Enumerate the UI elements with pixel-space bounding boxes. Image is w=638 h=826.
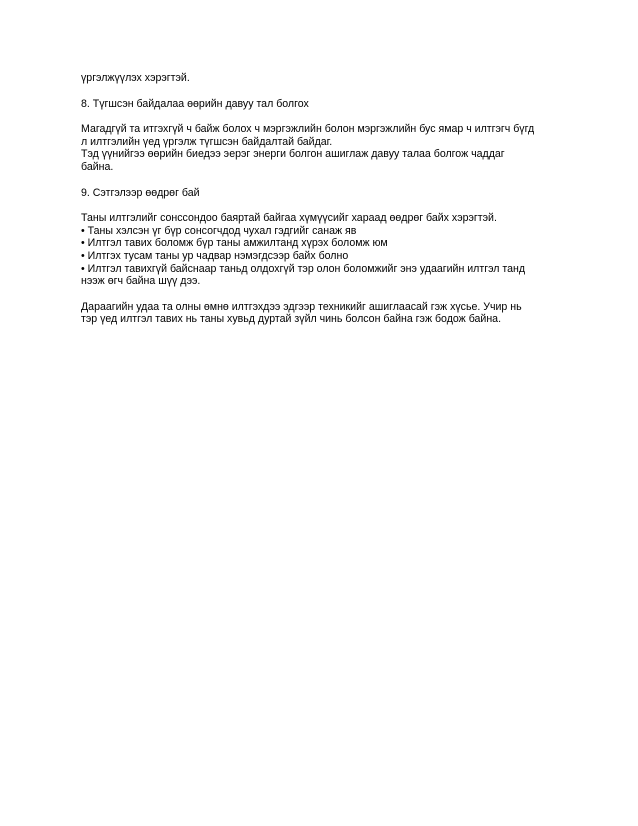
continuation-paragraph (81, 72, 561, 85)
bullet-item: • Илтгэл тавихгүй байснаар таньд олдохгүй тэр олон боломжийг энэ удаагийн илтгэл танд (81, 262, 526, 275)
document-page (81, 72, 561, 339)
section-8-heading (81, 98, 561, 111)
heading-text: 9. Сэтгэлээр өөдрөг бай (81, 186, 200, 199)
text-line: Дараагийн удаа та олны өмнө илтгэхдээ эдгээр техникийг ашиглаасай гэж хүсье. Учир нь (81, 300, 522, 313)
section-9-paragraph (81, 212, 561, 288)
text-line: Таны илтгэлийг сонссондоо баяртай байгаа хүмүүсийг хараад өөдрөг байх хэрэгтэй. (81, 212, 497, 225)
section-9-heading (81, 187, 561, 200)
text-line: байна. (81, 160, 114, 173)
bullet-item: • Илтгэх тусам таны ур чадвар нэмэгдсээр байх болно (81, 249, 349, 262)
bullet-item: • Таны хэлсэн үг бүр сонсогчдод чухал гэдгийг санаж яв (81, 224, 357, 237)
bullet-item: • Илтгэл тавих боломж бүр таны амжилтанд хүрэх боломж юм (81, 237, 388, 250)
text-line: Тэд үүнийгээ өөрийн биедээ эерэг энерги болгон ашиглаж давуу талаа болгож чаддаг (81, 148, 505, 161)
closing-paragraph (81, 301, 561, 326)
text-line: л илтгэлийн үед үргэлж түгшсэн байдалтай байдаг. (81, 135, 333, 148)
heading-text: 8. Түгшсэн байдалаа өөрийн давуу тал болгох (81, 97, 309, 110)
section-8-paragraph (81, 123, 561, 173)
text-line: тэр үед илтгэл тавих нь таны хувьд дуртай зүйл чинь болсон байна гэж бодож байна. (81, 313, 502, 326)
text-line: нээж өгч байна шүү дээ. (81, 275, 201, 288)
text-line: Магадгүй та итгэхгүй ч байж болох ч мэргэжлийн болон мэргэжлийн бус ямар ч илтгэгч бүгд (81, 123, 535, 136)
text-line: үргэлжүүлэх хэрэгтэй. (81, 72, 190, 84)
